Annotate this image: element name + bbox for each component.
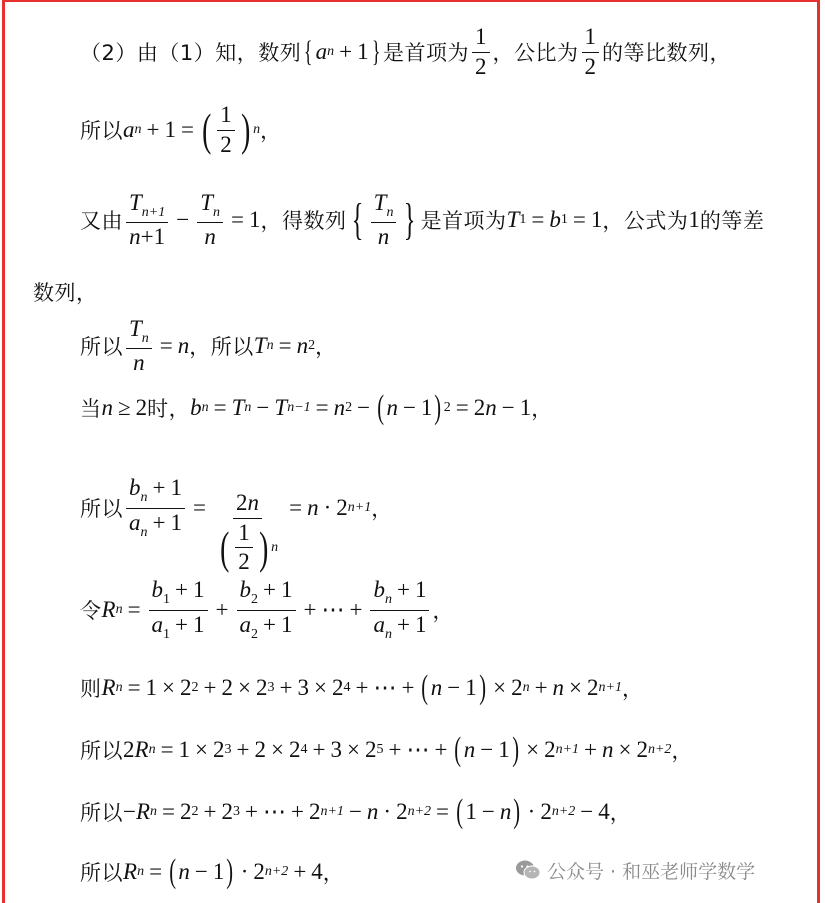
line-8: 令 R n = $\frac{b_1 + 1}{a_1 + 1}$ + $\frac{b_2 + 1}{a_2 + 1}$ + ⋯ + $\frac{b_n + 1}{a_n + 1}$ ， bbox=[80, 577, 454, 642]
condition-n-ge-2: n ≥ 2 bbox=[101, 395, 148, 420]
fraction-half: $\frac{1}{2}$ bbox=[582, 24, 600, 80]
wechat-icon bbox=[515, 859, 541, 881]
line-7: 所以 $\frac{b_n + 1}{a_n + 1}$ = 2n ( $\frac{1}{2}$ ) n = n · 2 n+1 ， bbox=[80, 478, 393, 538]
line-1: （2）由（1）知，数列 { a n + 1 } 是首项为 $\frac{1}{2}$ ，公比为 $\frac{1}{2}$ 的等比数列， bbox=[80, 24, 732, 79]
equation-2Rn-sum: 2 R n = 1 × 2 3 + 2 × 2 4 + 3 × 2 5 + ⋯ + ( n − 1 ) × 2 n+1 + n × 2 n+2 bbox=[123, 731, 672, 768]
equation-Rn-result: R n = ( n − 1 ) · 2 n+2 + 4 bbox=[123, 853, 323, 890]
line-5: 所以 $\frac{T_n}{n}$ = n ，所以 T n = n 2 ， bbox=[80, 315, 337, 375]
line-4: 数列， bbox=[33, 281, 98, 305]
equation-ratio: $\frac{b_n + 1}{a_n + 1}$ = 2n ( $\frac{1}{2}$ ) n = n · 2 n+1 bbox=[123, 440, 371, 575]
watermark-text: 公众号 · 和巫老师学数学 bbox=[547, 860, 756, 883]
line-2: 所以 a n + 1 = ( $\frac{1}{2}$ ) n ， bbox=[80, 102, 282, 157]
watermark bbox=[515, 855, 755, 885]
line-3: 又由 $\frac{T_{n+1}}{n+1}$ − $\frac{T_n}{n}$ = 1 ，得数列 { $\frac{T_n}{n}$ } 是首项为 T 1 = b 1 = 1 ，公式为 1 的等差 bbox=[80, 189, 765, 249]
definition-Rn: R n = $\frac{b_1 + 1}{a_1 + 1}$ + $\frac{b_2 + 1}{a_2 + 1}$ + ⋯ + $\frac{b_n + 1}{a_n + 1}$ bbox=[102, 577, 433, 642]
equation-bn: b n = T n − T n−1 = n 2 − ( n − 1 ) 2 = 2 n − 1 bbox=[190, 389, 532, 426]
line-10: 所以 2 R n = 1 × 2 3 + 2 × 2 4 + 3 × 2 5 + ⋯ + ( n − 1 ) × 2 n+1 + n × 2 n+2 ， bbox=[80, 731, 693, 768]
equation-Tn-over-n: $\frac{T_n}{n}$ = n bbox=[123, 316, 189, 377]
equation-T1: T 1 = b 1 = 1 bbox=[506, 207, 603, 232]
line-6: 当 n ≥ 2 时， b n = T n − T n−1 = n 2 − ( n − 1 ) 2 = 2 n − 1 ， bbox=[80, 389, 553, 426]
equation-Rn-sum: R n = 1 × 2 2 + 2 × 2 3 + 3 × 2 4 + ⋯ + ( n − 1 ) × 2 n + n × 2 n+1 bbox=[101, 669, 622, 706]
equation-Tn-diff: $\frac{T_{n+1}}{n+1}$ − $\frac{T_n}{n}$ = 1 bbox=[123, 190, 261, 251]
line-9: 则 R n = 1 × 2 2 + 2 × 2 3 + 3 × 2 4 + ⋯ + ( n − 1 ) × 2 n + n × 2 n+1 ， bbox=[80, 669, 644, 706]
sequence-Tn-over-n: { $\frac{T_n}{n}$ } bbox=[351, 189, 416, 249]
equation-minus-Rn: − R n = 2 2 + 2 3 + ⋯ + 2 n+1 − n · 2 n+2 = ( 1 − n ) · 2 n+2 − 4 bbox=[123, 793, 610, 830]
fraction-half: $\frac{1}{2}$ bbox=[472, 24, 490, 80]
sequence-an-plus-1: { a n + 1 } bbox=[304, 35, 381, 68]
equation-an-plus-1: a n + 1 = ( $\frac{1}{2}$ ) n bbox=[123, 102, 261, 157]
line-12: 所以 R n = ( n − 1 ) · 2 n+2 + 4 ， bbox=[80, 853, 345, 890]
line-11: 所以 − R n = 2 2 + 2 3 + ⋯ + 2 n+1 − n · 2 n+2 = ( 1 − n ) · 2 n+2 − 4 ， bbox=[80, 793, 632, 830]
equation-Tn: T n = n 2 bbox=[253, 333, 316, 358]
